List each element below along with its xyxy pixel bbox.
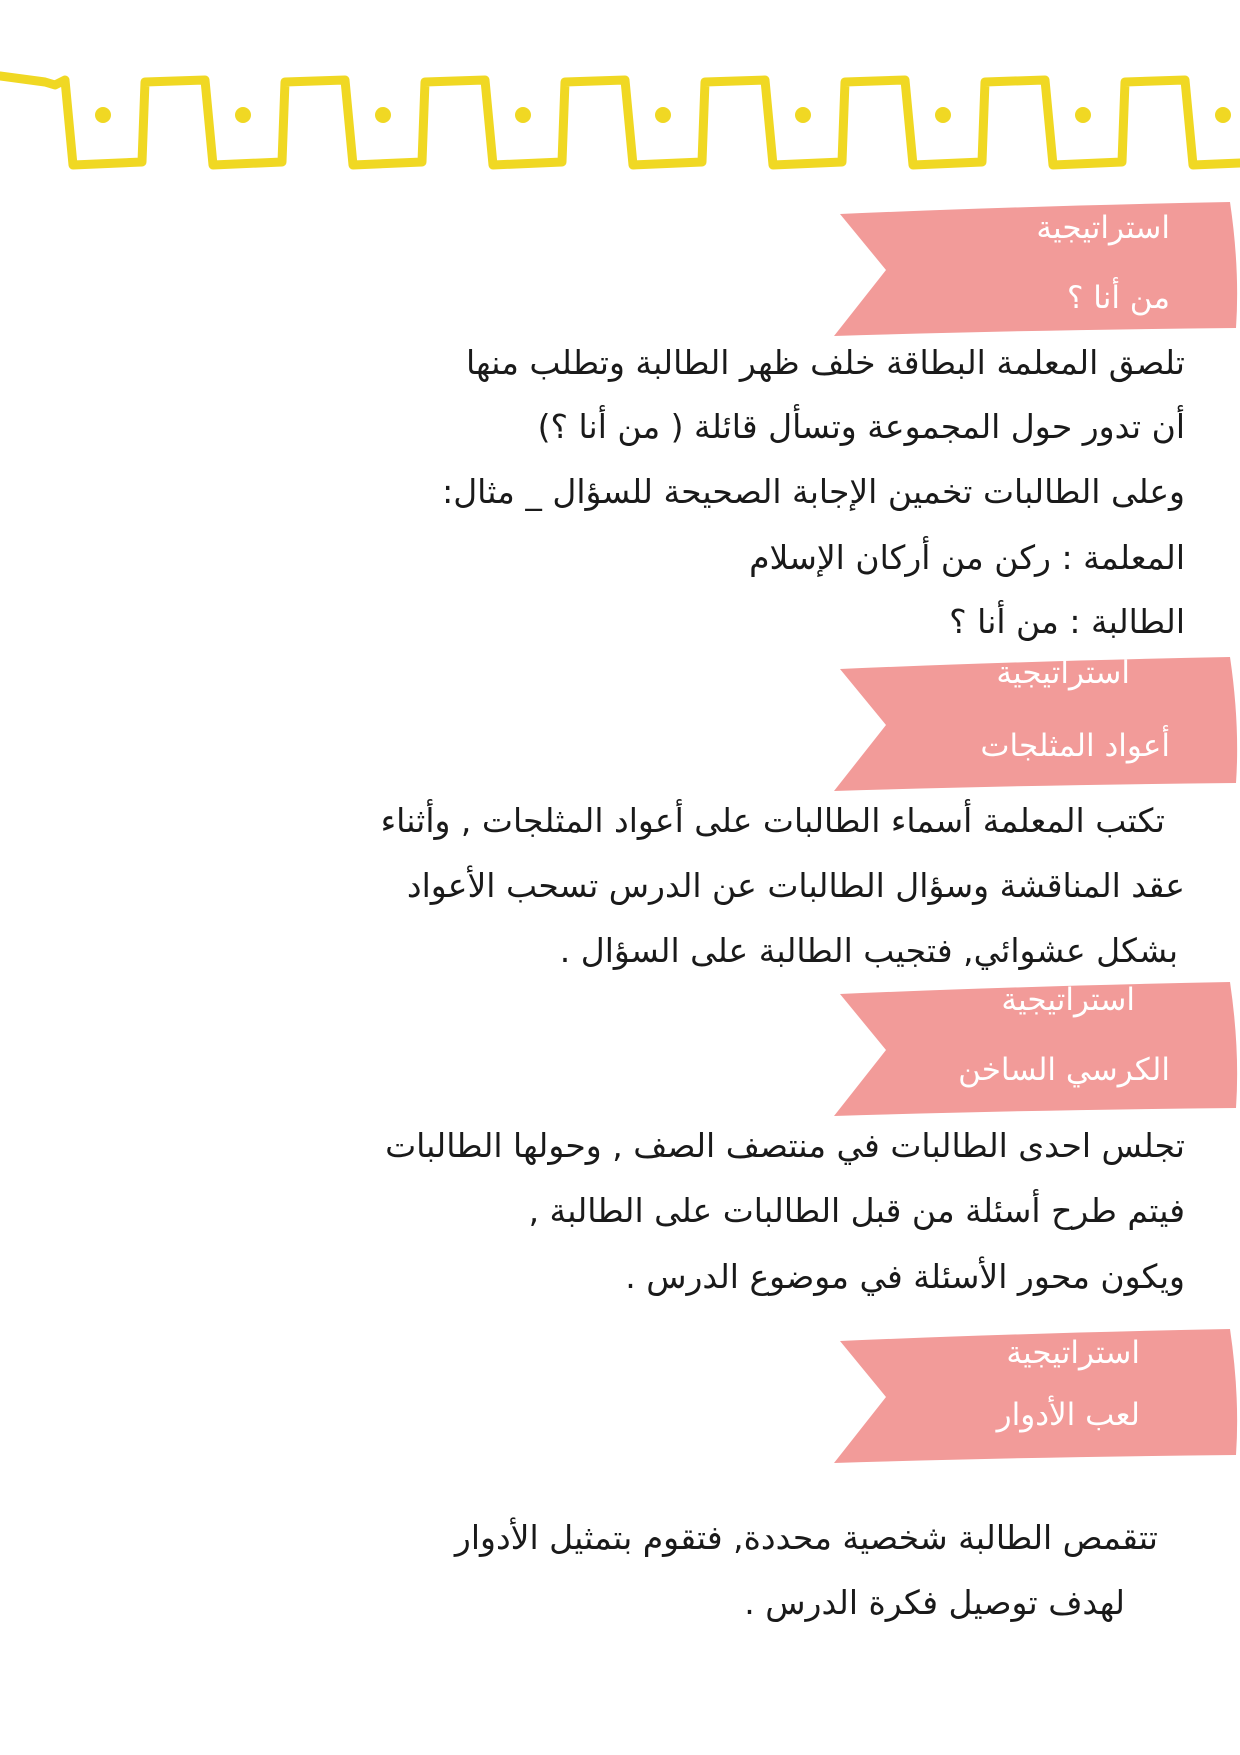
strategy-banner-1 <box>826 200 1240 336</box>
text-line: أن تدور حول المجموعة وتسأل قائلة ( من أنا ؟) <box>537 407 1185 446</box>
text-line: فيتم طرح أسئلة من قبل الطالبات على الطالبة , <box>528 1191 1185 1230</box>
banner-label: استراتيجية <box>1001 982 1135 1018</box>
strategy-banner-3 <box>826 980 1240 1116</box>
banner-title: من أنا ؟ <box>1066 280 1170 316</box>
border-dot <box>95 107 111 123</box>
banner-label: استراتيجية <box>1036 210 1170 246</box>
banner-shape <box>826 200 1240 336</box>
text-line: تتقمص الطالبة شخصية محددة, فتقوم بتمثيل الأدوار <box>454 1518 1158 1557</box>
banner-title: الكرسي الساخن <box>958 1052 1170 1088</box>
text-line: بشكل عشوائي, فتجيب الطالبة على السؤال . <box>559 931 1178 970</box>
text-line: تلصق المعلمة البطاقة خلف ظهر الطالبة وتطلب منها <box>465 343 1185 382</box>
border-dot <box>795 107 811 123</box>
text-line: ويكون محور الأسئلة في موضوع الدرس . <box>625 1257 1185 1296</box>
strategy-banner-2 <box>826 655 1240 791</box>
text-line: لهدف توصيل فكرة الدرس . <box>744 1583 1125 1622</box>
strategy-banner-4 <box>826 1327 1240 1463</box>
border-dot <box>935 107 951 123</box>
text-line: وعلى الطالبات تخمين الإجابة الصحيحة للسؤال _ مثال: <box>442 472 1185 511</box>
border-dot <box>655 107 671 123</box>
border-dot <box>235 107 251 123</box>
border-dot <box>1215 107 1231 123</box>
border-dot <box>375 107 391 123</box>
text-line: تجلس احدى الطالبات في منتصف الصف , وحولها الطالبات <box>385 1126 1185 1165</box>
banner-title: لعب الأدوار <box>996 1397 1140 1433</box>
banner-title: أعواد المثلجات <box>980 728 1170 764</box>
text-line: عقد المناقشة وسؤال الطالبات عن الدرس تسحب الأعواد <box>406 866 1185 905</box>
banner-label: استراتيجية <box>1006 1335 1140 1371</box>
text-line: الطالبة : من أنا ؟ <box>949 602 1185 641</box>
banner-label: استراتيجية <box>996 655 1130 691</box>
text-line: تكتب المعلمة أسماء الطالبات على أعواد المثلجات , وأثناء <box>380 801 1165 840</box>
decorative-border <box>0 60 1240 190</box>
text-line: المعلمة : ركن من أركان الإسلام <box>749 538 1185 577</box>
border-dot <box>1075 107 1091 123</box>
border-dot <box>515 107 531 123</box>
